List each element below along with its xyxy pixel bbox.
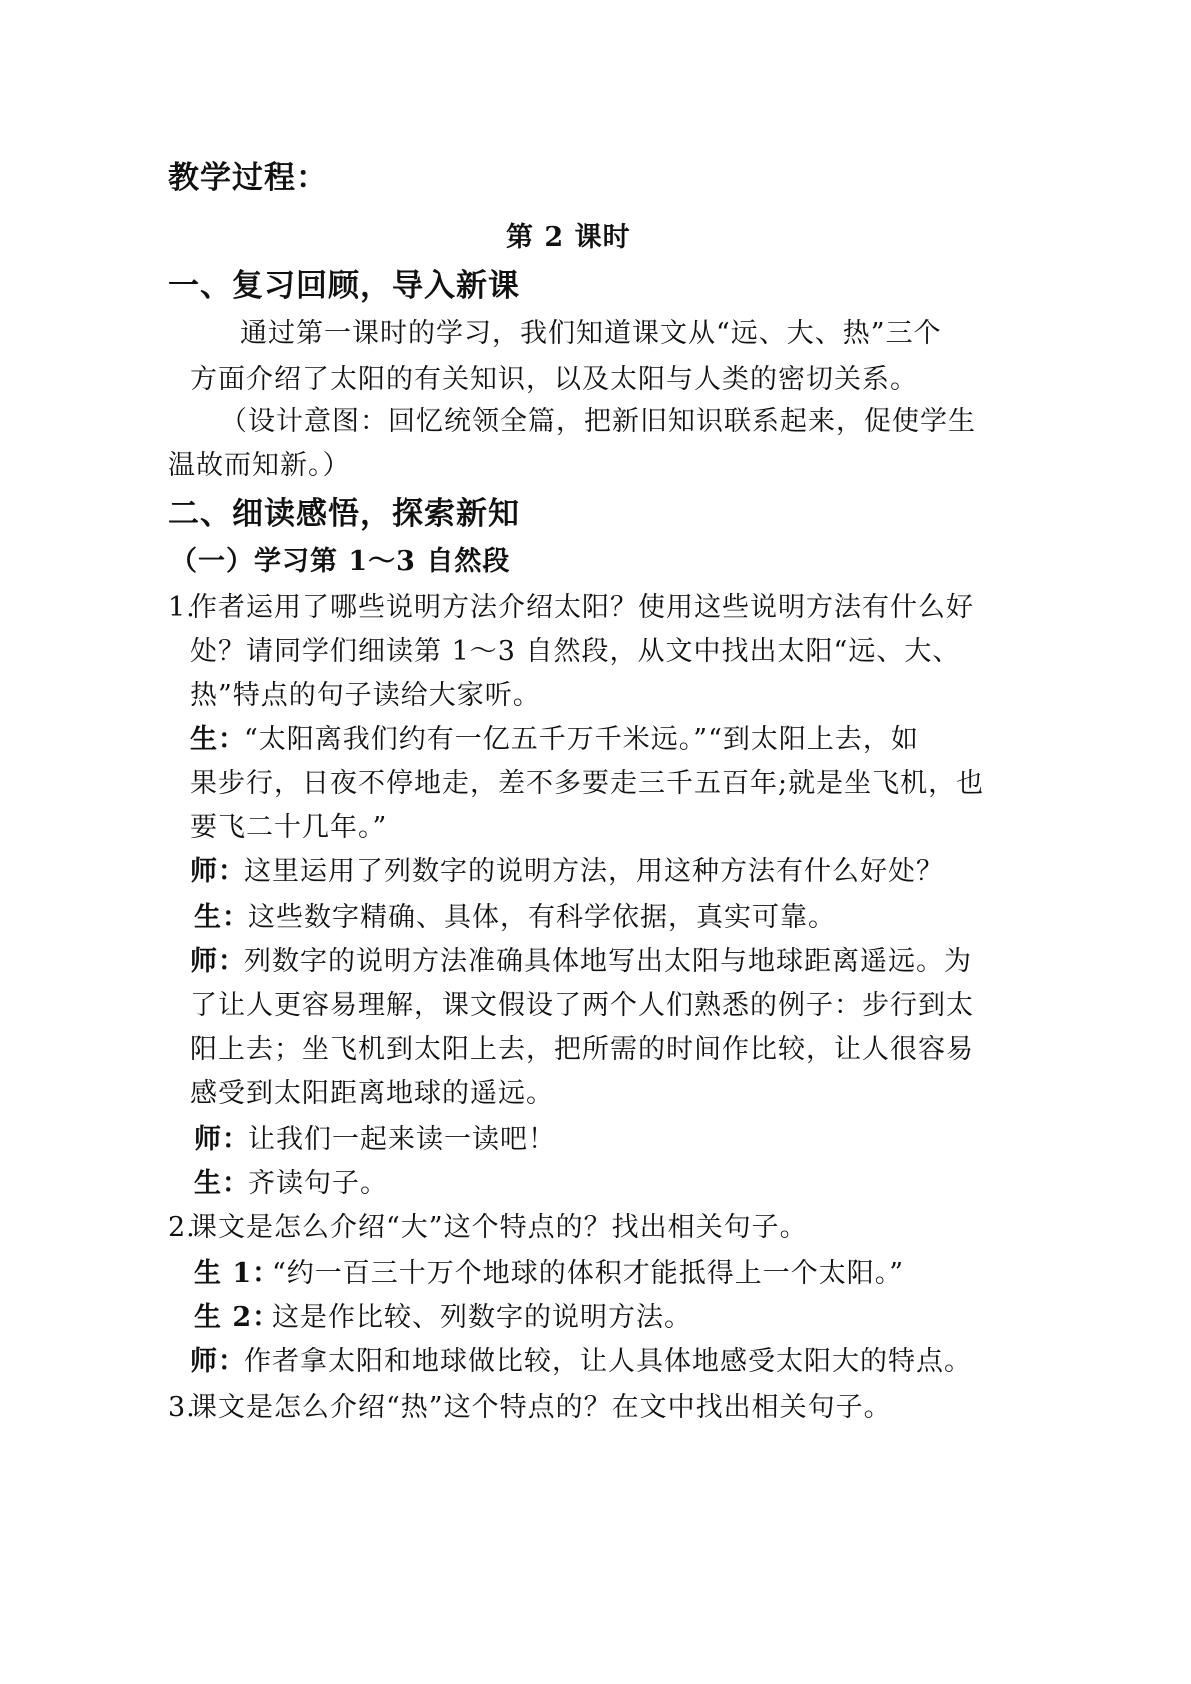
dialogue-line: 要飞二十几年。” [190, 812, 388, 843]
speaker-label: 师： [190, 946, 246, 977]
sec1-paragraph-line: 通过第一课时的学习，我们知道课文从“远、大、热”三个 [240, 318, 942, 349]
section-1-heading: 一、复习回顾，导入新课 [168, 268, 520, 304]
dialogue-line: 这些数字精确、具体，有科学依据，真实可靠。 [248, 902, 836, 933]
sec1-paragraph-line: 方面介绍了太阳的有关知识，以及太阳与人类的密切关系。 [190, 364, 918, 395]
question-line: 处？请同学们细读第 1～3 自然段，从文中找出太阳“远、大、 [190, 636, 961, 667]
subsection-heading: （一）学习第 1～3 自然段 [170, 546, 511, 577]
question-line: 课文是怎么介绍“热”这个特点的？在文中找出相关句子。 [190, 1392, 892, 1423]
speaker-label: 师： [194, 1124, 250, 1155]
dialogue-line: 作者拿太阳和地球做比较，让人具体地感受太阳大的特点。 [244, 1346, 972, 1377]
question-line: 作者运用了哪些说明方法介绍太阳？使用这些说明方法有什么好 [190, 592, 974, 623]
question-number: 2. [168, 1212, 196, 1243]
design-intent-line: （设计意图：回忆统领全篇，把新旧知识联系起来，促使学生 [220, 406, 976, 437]
page-title: 教学过程： [168, 160, 328, 196]
dialogue-line: 这里运用了列数字的说明方法，用这种方法有什么好处？ [244, 856, 944, 887]
speaker-label: 师： [190, 1346, 246, 1377]
dialogue-line: 齐读句子。 [248, 1168, 388, 1199]
dialogue-line: “约一百三十万个地球的体积才能抵得上一个太阳。” [272, 1258, 905, 1289]
question-line: 热”特点的句子读给大家听。 [190, 680, 541, 711]
speaker-label: 生： [194, 902, 250, 933]
dialogue-line: 感受到太阳距离地球的遥远。 [190, 1078, 554, 1109]
section-2-heading: 二、细读感悟，探索新知 [168, 496, 520, 532]
question-number: 1. [168, 592, 196, 623]
question-number: 3. [168, 1392, 196, 1423]
dialogue-line: 让我们一起来读一读吧！ [248, 1124, 556, 1155]
speaker-label: 生： [190, 724, 246, 755]
dialogue-line: 列数字的说明方法准确具体地写出太阳与地球距离遥远。为 [244, 946, 972, 977]
dialogue-line: 了让人更容易理解，课文假设了两个人们熟悉的例子：步行到太 [190, 990, 974, 1021]
dialogue-line: 果步行，日夜不停地走，差不多要走三千五百年;就是坐飞机，也 [190, 768, 985, 799]
question-line: 课文是怎么介绍“大”这个特点的？找出相关句子。 [190, 1212, 808, 1243]
lesson-label: 第 2 课时 [506, 222, 631, 253]
speaker-label: 生 2： [194, 1302, 281, 1333]
speaker-label: 师： [190, 856, 246, 887]
dialogue-line: 这是作比较、列数字的说明方法。 [272, 1302, 692, 1333]
dialogue-line: 阳上去；坐飞机到太阳上去，把所需的时间作比较，让人很容易 [190, 1034, 974, 1065]
speaker-label: 生 1： [194, 1258, 281, 1289]
design-intent-line: 温故而知新。） [168, 450, 351, 481]
dialogue-line: “太阳离我们约有一亿五千万千米远。”“到太阳上去，如 [244, 724, 919, 755]
speaker-label: 生： [194, 1168, 250, 1199]
